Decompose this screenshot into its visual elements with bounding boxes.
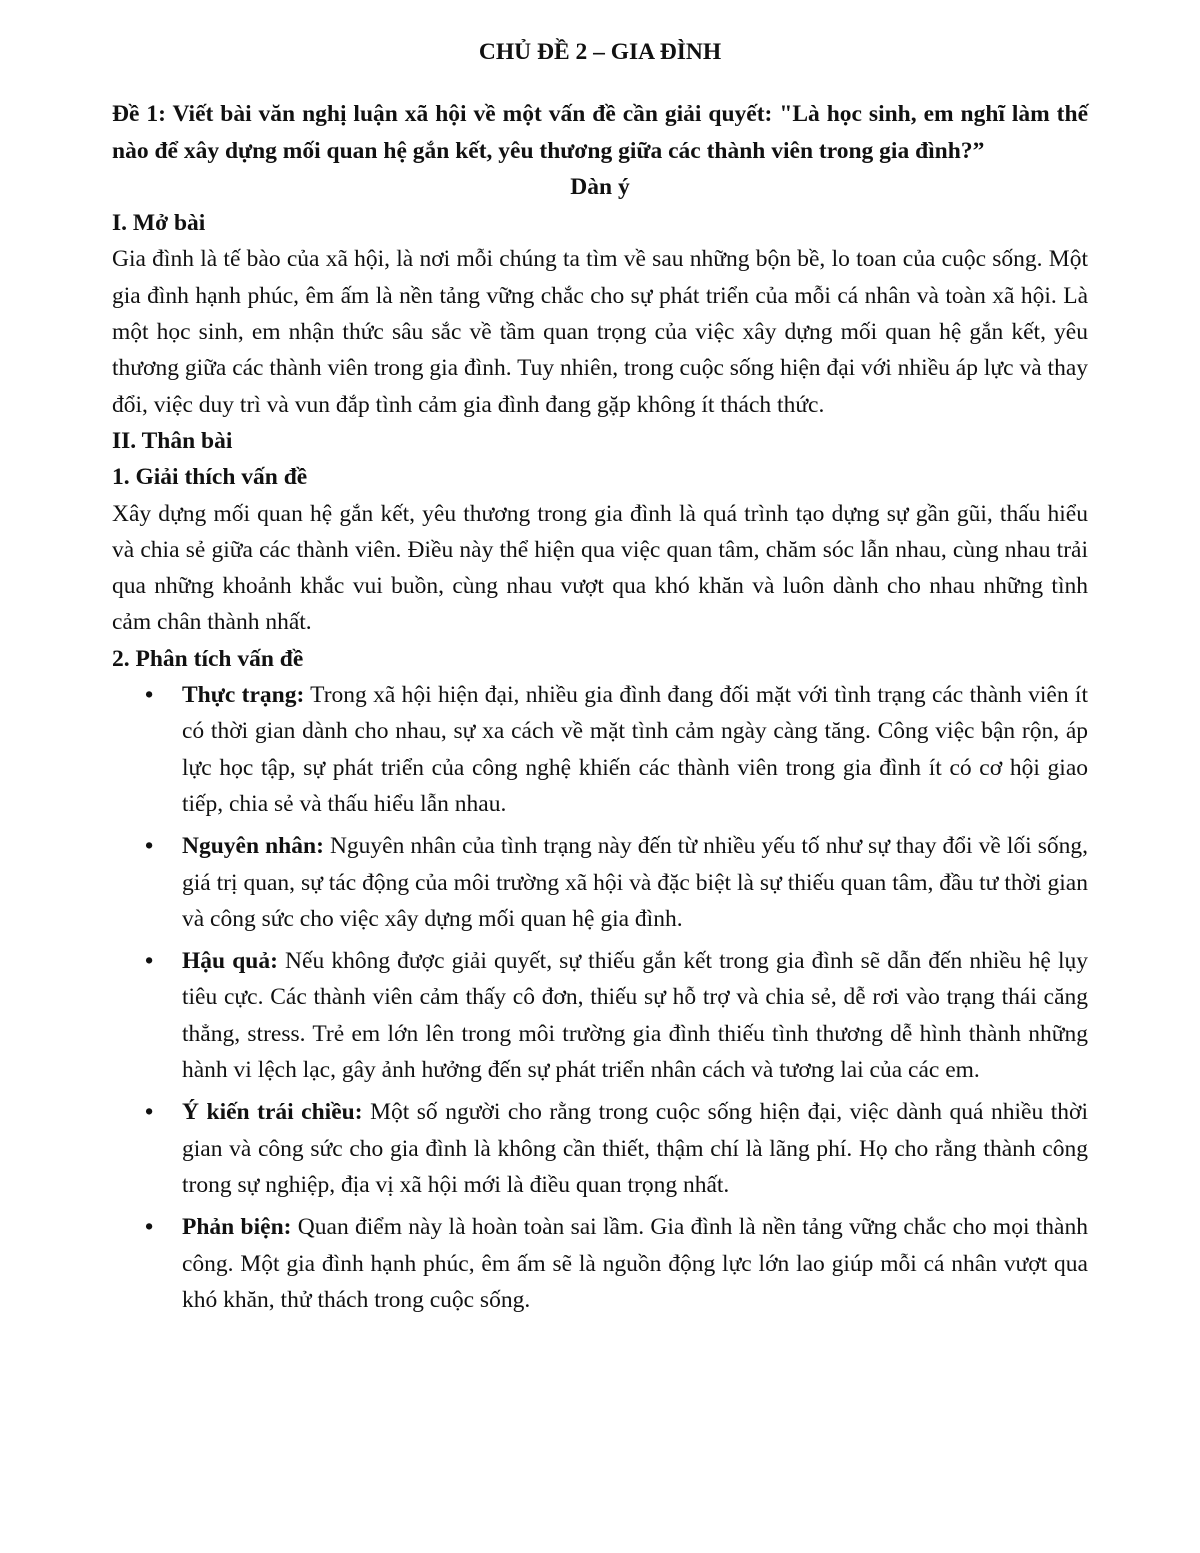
list-item bbox=[112, 943, 1088, 1088]
explain-paragraph: Xây dựng mối quan hệ gắn kết, yêu thương trong gia đình là quá trình tạo dựng sự gần gũi, thấu hiểu và chia sẻ giữa các thành viên. Điều này thể hiện qua việc quan tâm, chăm sóc lẫn nhau, cùng nhau trải qua những khoảnh khắc vui buồn, cùng nhau vượt qua khó khăn và luôn dành cho nhau những tình cảm chân thành nhất. bbox=[112, 500, 1088, 636]
bullet-icon: • bbox=[145, 833, 154, 860]
list-item-text: Trong xã hội hiện đại, nhiều gia đình đang đối mặt với tình trạng các thành viên ít có thời gian dành cho nhau, sự xa cách về mặt tình cảm ngày càng tăng. Công việc bận rộn, áp lực học tập, sự phát triển của công nghệ khiến các thành viên trong gia đình ít có cơ hội giao tiếp, chia sẻ và thấu hiểu lẫn nhau. bbox=[182, 682, 1088, 817]
document-title: CHỦ ĐỀ 2 – GIA ĐÌNH bbox=[478, 39, 722, 65]
list-item-term: Hậu quả: bbox=[182, 948, 278, 975]
list-item-text: Quan điểm này là hoàn toàn sai lầm. Gia đình là nền tảng vững chắc cho mọi thành công. Một gia đình hạnh phúc, êm ấm sẽ là nguồn động lực lớn lao giúp mỗi cá nhân vượt qua khó khăn, thử thách trong cuộc sống. bbox=[182, 1214, 1088, 1313]
outline-title: Dàn ý bbox=[570, 173, 630, 200]
intro-heading: I. Mở bài bbox=[112, 210, 206, 237]
bullet-icon: • bbox=[145, 948, 154, 975]
analysis-heading: 2. Phân tích vấn đề bbox=[112, 645, 304, 672]
list-item-text: Một số người cho rằng trong cuộc sống hiện đại, việc dành quá nhiều thời gian và công sức cho gia đình là không cần thiết, thậm chí là lãng phí. Họ cho rằng thành công trong sự nghiệp, địa vị xã hội mới là điều quan trọng nhất. bbox=[182, 1099, 1088, 1198]
list-item-text: Nguyên nhân của tình trạng này đến từ nhiều yếu tố như sự thay đổi về lối sống, giá trị quan, sự tác động của môi trường xã hội và đặc biệt là sự thiếu quan tâm, đầu tư thời gian và công sức cho việc xây dựng mối quan hệ gia đình. bbox=[182, 833, 1088, 932]
bullet-icon: • bbox=[145, 682, 154, 709]
list-item-term: Phản biện: bbox=[182, 1214, 292, 1241]
list-item bbox=[112, 1094, 1088, 1203]
bullet-icon: • bbox=[145, 1214, 154, 1241]
list-item bbox=[112, 828, 1088, 937]
bullet-icon: • bbox=[145, 1099, 154, 1126]
intro-paragraph: Gia đình là tế bào của xã hội, là nơi mỗi chúng ta tìm về sau những bộn bề, lo toan của cuộc sống. Một gia đình hạnh phúc, êm ấm là nền tảng vững chắc cho sự phát triển của mỗi cá nhân và toàn xã hội. Là một học sinh, em nhận thức sâu sắc về tầm quan trọng của việc xây dựng mối quan hệ gắn kết, yêu thương giữa các thành viên trong gia đình. Tuy nhiên, trong cuộc sống hiện đại với nhiều áp lực và thay đổi, việc duy trì và vun đắp tình cảm gia đình đang gặp không ít thách thức. bbox=[112, 246, 1088, 418]
analysis-list bbox=[112, 677, 1088, 1318]
body-heading: II. Thân bài bbox=[112, 427, 233, 454]
list-item bbox=[112, 677, 1088, 822]
explain-heading: 1. Giải thích vấn đề bbox=[112, 464, 308, 491]
list-item bbox=[112, 1209, 1088, 1318]
list-item-term: Nguyên nhân: bbox=[182, 833, 324, 860]
list-item-term: Thực trạng: bbox=[182, 682, 305, 709]
list-item-text: Nếu không được giải quyết, sự thiếu gắn kết trong gia đình sẽ dẫn đến nhiều hệ lụy tiêu cực. Các thành viên cảm thấy cô đơn, thiếu sự hỗ trợ và chia sẻ, dễ rơi vào trạng thái căng thẳng, stress. Trẻ em lớn lên trong môi trường gia đình thiếu tình thương dễ hình thành những hành vi lệch lạc, gây ảnh hưởng đến sự phát triển nhân cách và tương lai của các em. bbox=[182, 948, 1088, 1084]
list-item-term: Ý kiến trái chiều: bbox=[182, 1099, 363, 1126]
essay-prompt: Đề 1: Viết bài văn nghị luận xã hội về một vấn đề cần giải quyết: "Là học sinh, em nghĩ làm thế nào để xây dựng mối quan hệ gắn kết, yêu thương giữa các thành viên trong gia đình?” bbox=[112, 101, 1088, 164]
